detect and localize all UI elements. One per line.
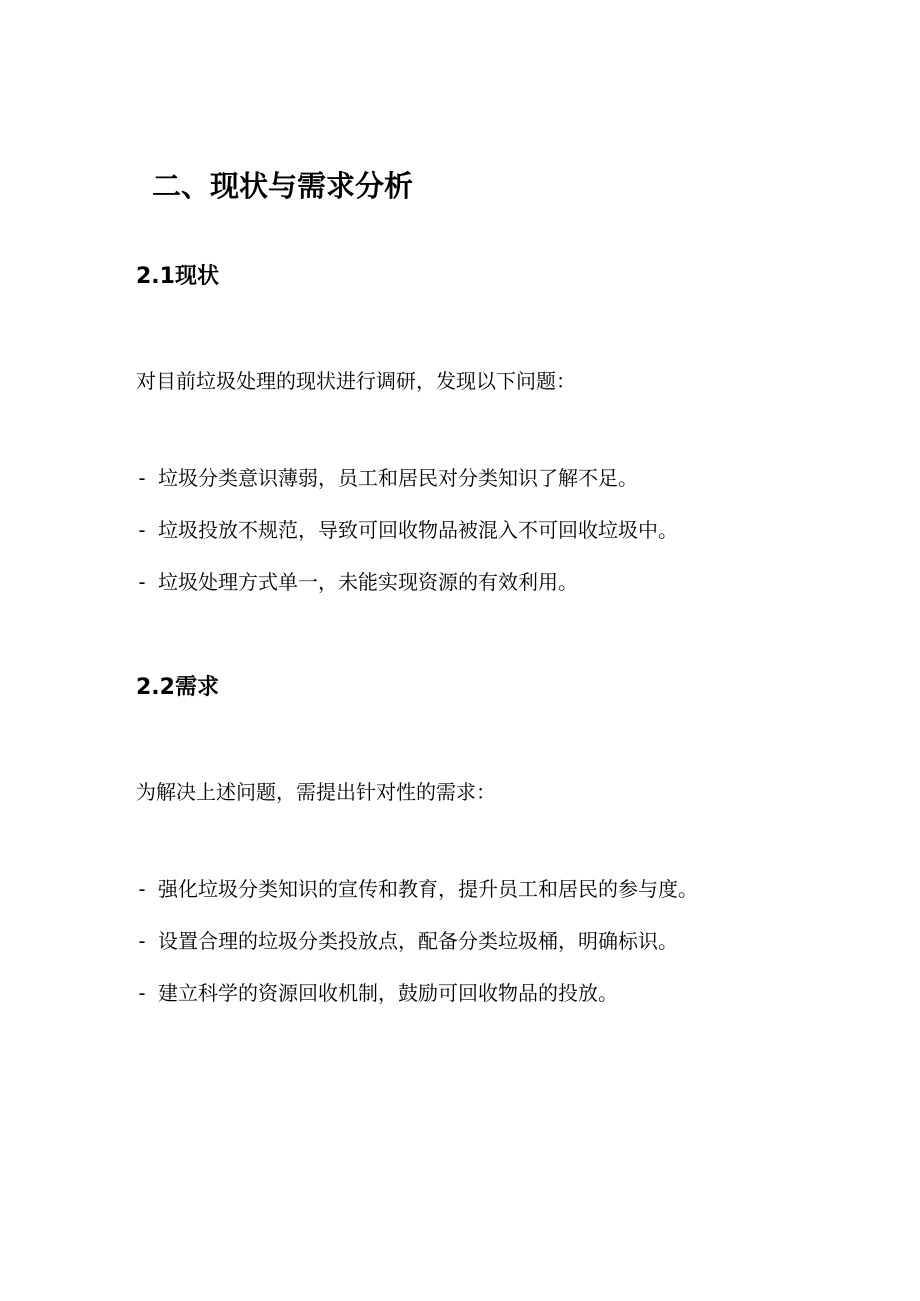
bullet-dash: - xyxy=(136,981,149,1005)
list-item-text: 垃圾分类意识薄弱，员工和居民对分类知识了解不足。 xyxy=(158,466,638,490)
list-item-text: 强化垃圾分类知识的宣传和教育，提升员工和居民的参与度。 xyxy=(158,877,698,901)
bullet-dash: - xyxy=(136,929,149,953)
list-item xyxy=(136,464,638,492)
bullet-dash: - xyxy=(136,518,149,542)
page-title: 二、现状与需求分析 xyxy=(152,169,414,203)
section-intro-needs: 为解决上述问题，需提出针对性的需求： xyxy=(136,780,496,804)
section-title-status: 2.1现状 xyxy=(136,264,219,289)
bullet-dash: - xyxy=(136,877,149,901)
bullet-dash: - xyxy=(136,466,149,490)
list-item xyxy=(136,875,698,903)
section-title-needs: 2.2需求 xyxy=(136,675,219,700)
list-item-text: 建立科学的资源回收机制，鼓励可回收物品的投放。 xyxy=(158,981,618,1005)
list-item xyxy=(136,516,678,544)
list-item xyxy=(136,927,678,955)
list-item xyxy=(136,568,578,596)
section-intro-status: 对目前垃圾处理的现状进行调研，发现以下问题： xyxy=(136,369,576,393)
list-item-text: 设置合理的垃圾分类投放点，配备分类垃圾桶，明确标识。 xyxy=(158,929,678,953)
list-item-text: 垃圾投放不规范，导致可回收物品被混入不可回收垃圾中。 xyxy=(158,518,678,542)
list-item-text: 垃圾处理方式单一，未能实现资源的有效利用。 xyxy=(158,570,578,594)
list-item xyxy=(136,979,618,1007)
bullet-dash: - xyxy=(136,570,149,594)
